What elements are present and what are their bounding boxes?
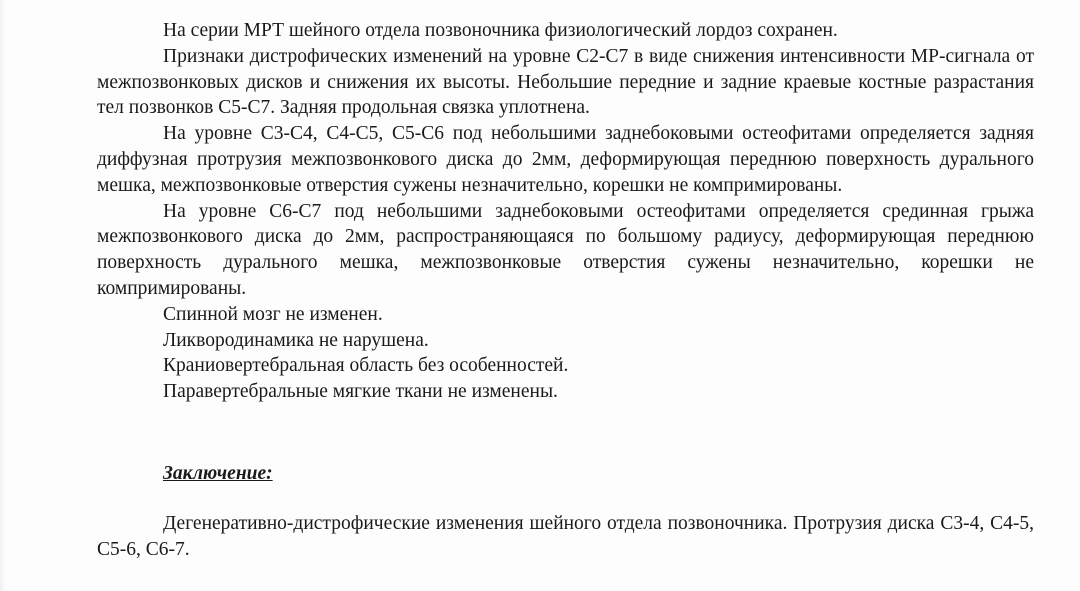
line-liquorodynamics: Ликвородинамика не нарушена. — [163, 329, 429, 351]
paragraph-hernia-c6-c7: На уровне С6-С7 под небольшими заднебоковыми остеофитами определяется срединная грыжа межпозвонкового диска до 2мм, распространяющаяся по большому радиусу, деформирующая переднюю поверхность дурального мешка, межпозвонковые отверстия сужены незначительно, корешки не компримированы. — [97, 200, 1034, 299]
paragraph-protrusion-c3-c6: На уровне С3-С4, С4-С5, С5-С6 под небольшими заднебоковыми остеофитами определяется задняя диффузная протрузия межпозвонкового диска до 2мм, деформирующая переднюю поверхность дурального мешка, межпозвонковые отверстия сужены незначительно, корешки не компримированы. — [97, 123, 1034, 196]
line-craniovertebral: Краниовертебральная область без особенностей. — [163, 355, 569, 377]
paragraph-dystrophic-changes: Признаки дистрофических изменений на уровне С2-С7 в виде снижения интенсивности МР-сигнала от межпозвонковых дисков и снижения их высоты. Небольшие передние и задние краевые костные разрастания тел позвонков С5-С7. Задняя продольная связка уплотнена. — [97, 45, 1034, 119]
line-spinal-cord: Спинной мозг не изменен. — [163, 303, 383, 325]
conclusion-text: Дегенеративно-дистрофические изменения шейного отдела позвоночника. Протрузия диска С3-4, С4-5, С5-6, С6-7. — [97, 513, 1034, 560]
paragraph-lordosis: На серии МРТ шейного отдела позвоночника физиологический лордоз сохранен. — [163, 20, 838, 41]
report-body — [97, 18, 1034, 405]
conclusion-heading: Заключение: — [163, 463, 273, 484]
scan-shadow-edge — [0, 0, 6, 591]
line-paravertebral: Паравертебральные мягкие ткани не изменены. — [163, 381, 558, 403]
